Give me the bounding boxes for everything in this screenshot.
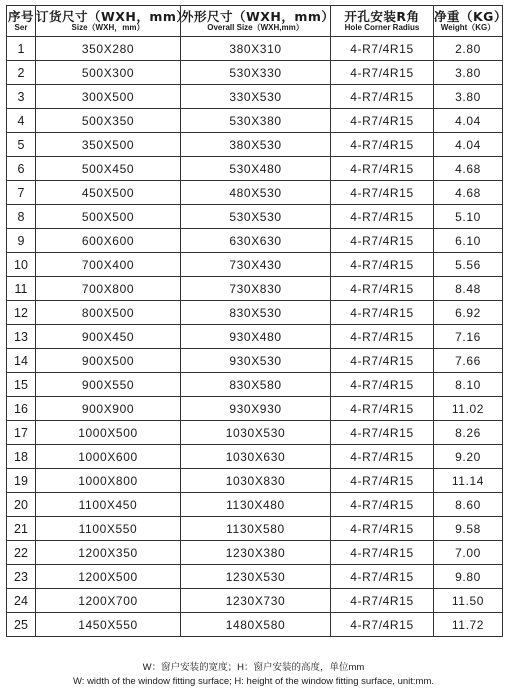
cell-overall-size: 530X380	[181, 109, 331, 133]
cell-corner-radius: 4-R7/4R15	[331, 61, 434, 85]
table-row	[7, 181, 503, 205]
cell-corner-radius: 4-R7/4R15	[331, 517, 434, 541]
cell-ser: 5	[7, 133, 36, 157]
table-row	[7, 397, 503, 421]
cell-size: 300X500	[36, 85, 181, 109]
cell-ser: 8	[7, 205, 36, 229]
cell-ser: 24	[7, 589, 36, 613]
cell-corner-radius: 4-R7/4R15	[331, 229, 434, 253]
cell-corner-radius: 4-R7/4R15	[331, 445, 434, 469]
cell-ser: 25	[7, 613, 36, 637]
cell-ser: 10	[7, 253, 36, 277]
footnotes	[0, 661, 507, 689]
table-row	[7, 109, 503, 133]
cell-overall-size: 1230X380	[181, 541, 331, 565]
header-corner-radius-cn: 开孔安装R角	[344, 9, 420, 24]
cell-overall-size: 1230X530	[181, 565, 331, 589]
cell-corner-radius: 4-R7/4R15	[331, 253, 434, 277]
header-ser-en: Ser	[14, 23, 28, 32]
cell-corner-radius: 4-R7/4R15	[331, 565, 434, 589]
cell-ser: 2	[7, 61, 36, 85]
header-corner-radius	[331, 6, 434, 37]
cell-corner-radius: 4-R7/4R15	[331, 541, 434, 565]
table-row	[7, 589, 503, 613]
cell-size: 1200X500	[36, 565, 181, 589]
cell-overall-size: 830X580	[181, 373, 331, 397]
cell-ser: 6	[7, 157, 36, 181]
cell-size: 900X500	[36, 349, 181, 373]
table-row	[7, 469, 503, 493]
header-weight	[434, 6, 507, 37]
cell-weight: 11.50	[434, 589, 503, 613]
cell-ser: 22	[7, 541, 36, 565]
table-row	[7, 541, 503, 565]
table-row	[7, 517, 503, 541]
cell-ser: 15	[7, 373, 36, 397]
cell-size: 450X500	[36, 181, 181, 205]
cell-size: 800X500	[36, 301, 181, 325]
header-weight-cn: 净重（KG）	[434, 9, 507, 24]
cell-size: 350X500	[36, 133, 181, 157]
cell-size: 700X400	[36, 253, 181, 277]
cell-size: 500X350	[36, 109, 181, 133]
cell-ser: 21	[7, 517, 36, 541]
cell-size: 1450X550	[36, 613, 181, 637]
cell-weight: 3.80	[434, 61, 503, 85]
cell-size: 1000X800	[36, 469, 181, 493]
header-size-cn: 订货尺寸（WXH，mm）	[36, 9, 190, 24]
cell-overall-size: 630X630	[181, 229, 331, 253]
cell-ser: 7	[7, 181, 36, 205]
cell-weight: 4.04	[434, 133, 503, 157]
cell-size: 1200X700	[36, 589, 181, 613]
header-overall-size	[181, 6, 335, 37]
cell-corner-radius: 4-R7/4R15	[331, 181, 434, 205]
table-row	[7, 493, 503, 517]
cell-overall-size: 530X530	[181, 205, 331, 229]
cell-corner-radius: 4-R7/4R15	[331, 37, 434, 61]
cell-size: 1100X450	[36, 493, 181, 517]
table-row	[7, 85, 503, 109]
cell-weight: 7.66	[434, 349, 503, 373]
table-row	[7, 205, 503, 229]
table-row	[7, 61, 503, 85]
cell-corner-radius: 4-R7/4R15	[331, 469, 434, 493]
cell-ser: 9	[7, 229, 36, 253]
cell-overall-size: 1130X580	[181, 517, 331, 541]
table-row	[7, 133, 503, 157]
cell-size: 900X450	[36, 325, 181, 349]
table-row	[7, 277, 503, 301]
cell-weight: 4.04	[434, 109, 503, 133]
cell-corner-radius: 4-R7/4R15	[331, 397, 434, 421]
cell-overall-size: 730X430	[181, 253, 331, 277]
size-table	[6, 5, 507, 637]
cell-overall-size: 730X830	[181, 277, 331, 301]
cell-overall-size: 1030X630	[181, 445, 331, 469]
cell-size: 1000X500	[36, 421, 181, 445]
cell-weight: 5.10	[434, 205, 503, 229]
cell-weight: 7.00	[434, 541, 503, 565]
cell-overall-size: 1480X580	[181, 613, 331, 637]
cell-ser: 23	[7, 565, 36, 589]
cell-overall-size: 830X530	[181, 301, 331, 325]
cell-size: 1100X550	[36, 517, 181, 541]
cell-overall-size: 480X530	[181, 181, 331, 205]
cell-weight: 6.92	[434, 301, 503, 325]
cell-weight: 9.20	[434, 445, 503, 469]
cell-corner-radius: 4-R7/4R15	[331, 421, 434, 445]
cell-ser: 11	[7, 277, 36, 301]
cell-size: 1200X350	[36, 541, 181, 565]
cell-weight: 6.10	[434, 229, 503, 253]
cell-ser: 3	[7, 85, 36, 109]
table-row	[7, 157, 503, 181]
cell-corner-radius: 4-R7/4R15	[331, 277, 434, 301]
cell-overall-size: 930X480	[181, 325, 331, 349]
cell-weight: 2.80	[434, 37, 503, 61]
cell-weight: 5.56	[434, 253, 503, 277]
table-row	[7, 373, 503, 397]
table-header-row	[7, 6, 503, 37]
header-ser-cn: 序号	[7, 9, 34, 24]
header-size	[36, 6, 190, 37]
cell-overall-size: 330X530	[181, 85, 331, 109]
cell-weight: 4.68	[434, 181, 503, 205]
cell-overall-size: 380X310	[181, 37, 331, 61]
cell-weight: 7.16	[434, 325, 503, 349]
cell-corner-radius: 4-R7/4R15	[331, 373, 434, 397]
cell-corner-radius: 4-R7/4R15	[331, 349, 434, 373]
header-corner-radius-en: Hole Corner Radius	[344, 23, 420, 32]
header-ser	[7, 6, 36, 37]
cell-corner-radius: 4-R7/4R15	[331, 325, 434, 349]
cell-size: 350X280	[36, 37, 181, 61]
cell-ser: 13	[7, 325, 36, 349]
cell-ser: 12	[7, 301, 36, 325]
cell-overall-size: 930X930	[181, 397, 331, 421]
cell-overall-size: 1230X730	[181, 589, 331, 613]
cell-corner-radius: 4-R7/4R15	[331, 493, 434, 517]
header-overall-size-cn: 外形尺寸（WXH，mm）	[181, 9, 335, 24]
header-overall-size-en: Overall Size（WXH,mm）	[207, 23, 304, 32]
table-row	[7, 565, 503, 589]
cell-overall-size: 1030X830	[181, 469, 331, 493]
table-row	[7, 325, 503, 349]
cell-weight: 8.10	[434, 373, 503, 397]
cell-corner-radius: 4-R7/4R15	[331, 301, 434, 325]
cell-corner-radius: 4-R7/4R15	[331, 205, 434, 229]
footnote-cn: W：窗户安装的宽度；H：窗户安装的高度，单位mm	[142, 662, 365, 673]
cell-size: 600X600	[36, 229, 181, 253]
cell-size: 500X450	[36, 157, 181, 181]
cell-weight: 9.58	[434, 517, 503, 541]
cell-size: 1000X600	[36, 445, 181, 469]
cell-weight: 8.26	[434, 421, 503, 445]
header-size-en: Size（WXH，mm）	[71, 23, 145, 32]
cell-weight: 11.72	[434, 613, 503, 637]
cell-size: 900X550	[36, 373, 181, 397]
cell-size: 500X500	[36, 205, 181, 229]
cell-weight: 11.14	[434, 469, 503, 493]
cell-ser: 4	[7, 109, 36, 133]
cell-ser: 1	[7, 37, 36, 61]
cell-overall-size: 1030X530	[181, 421, 331, 445]
cell-ser: 18	[7, 445, 36, 469]
header-weight-en: Weight（KG）	[440, 23, 496, 32]
cell-size: 500X300	[36, 61, 181, 85]
cell-weight: 3.80	[434, 85, 503, 109]
table-row	[7, 613, 503, 637]
cell-corner-radius: 4-R7/4R15	[331, 157, 434, 181]
cell-ser: 17	[7, 421, 36, 445]
cell-weight: 8.48	[434, 277, 503, 301]
table-row	[7, 229, 503, 253]
cell-weight: 9.80	[434, 565, 503, 589]
table-row	[7, 253, 503, 277]
footnote-en: W: width of the window fitting surface; H: height of the window fitting surface, unit:mm.	[73, 676, 434, 687]
table-row	[7, 445, 503, 469]
cell-weight: 11.02	[434, 397, 503, 421]
cell-weight: 4.68	[434, 157, 503, 181]
cell-size: 700X800	[36, 277, 181, 301]
cell-corner-radius: 4-R7/4R15	[331, 589, 434, 613]
cell-overall-size: 530X330	[181, 61, 331, 85]
cell-overall-size: 380X530	[181, 133, 331, 157]
cell-corner-radius: 4-R7/4R15	[331, 133, 434, 157]
cell-overall-size: 1130X480	[181, 493, 331, 517]
cell-ser: 19	[7, 469, 36, 493]
table-row	[7, 349, 503, 373]
table-row	[7, 37, 503, 61]
cell-ser: 14	[7, 349, 36, 373]
cell-ser: 20	[7, 493, 36, 517]
cell-size: 900X900	[36, 397, 181, 421]
cell-overall-size: 930X530	[181, 349, 331, 373]
table-body	[7, 37, 503, 637]
table-row	[7, 421, 503, 445]
cell-corner-radius: 4-R7/4R15	[331, 613, 434, 637]
cell-overall-size: 530X480	[181, 157, 331, 181]
cell-corner-radius: 4-R7/4R15	[331, 109, 434, 133]
cell-ser: 16	[7, 397, 36, 421]
cell-corner-radius: 4-R7/4R15	[331, 85, 434, 109]
table-row	[7, 301, 503, 325]
cell-weight: 8.60	[434, 493, 503, 517]
